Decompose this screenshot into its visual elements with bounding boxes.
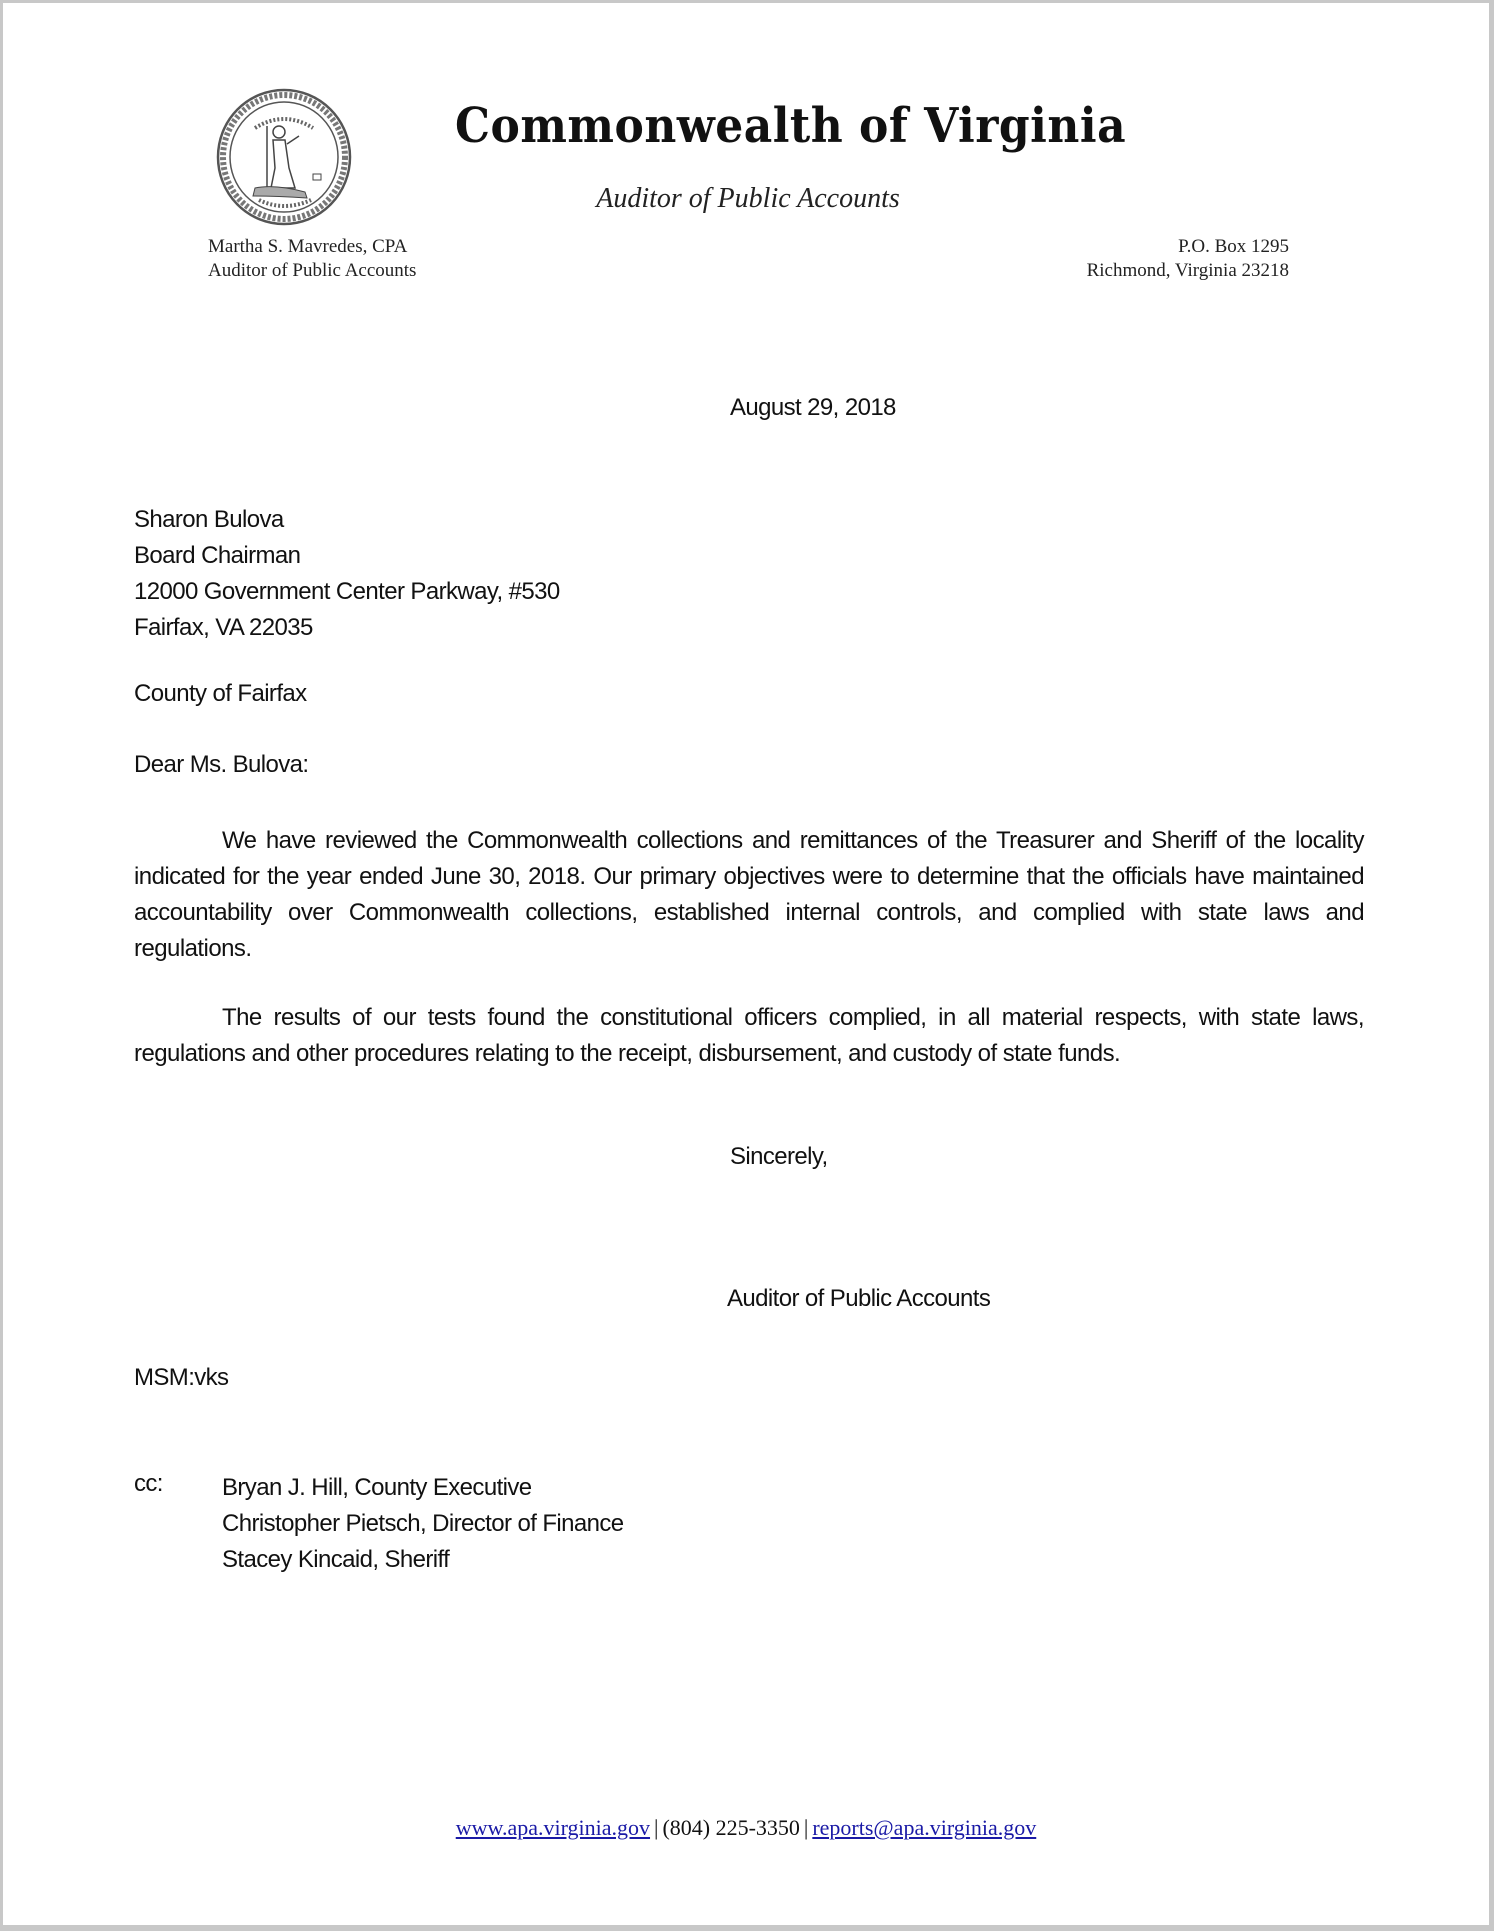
city-state-zip: Richmond, Virginia 23218 — [1086, 260, 1289, 281]
signer: Auditor of Public Accounts — [727, 1285, 991, 1312]
recipient-address — [134, 502, 560, 646]
auditor-title: Auditor of Public Accounts — [208, 260, 417, 281]
footer-separator: | — [654, 1815, 659, 1840]
recipient-title: Board Chairman — [134, 542, 301, 569]
body-paragraph: We have reviewed the Commonwealth collections and remittances of the Treasurer and Sheriff of the locality indicated for the year ended June 30, 2018. Our primary objectives were to determine that the officials have maintained accountability over Commonwealth collections, established internal controls, and complied with state laws and regulations. — [134, 827, 1364, 962]
letterhead-auditor-block — [208, 235, 416, 283]
cc-label: cc: — [134, 1470, 163, 1497]
letter-date: August 29, 2018 — [730, 394, 896, 421]
body-paragraph: The results of our tests found the constitutional officers complied, in all material respects, with state laws, regulations and other procedures relating to the receipt, disbursement, and custody of state funds. — [134, 1004, 1364, 1067]
phone-number: (804) 225-3350 — [662, 1815, 800, 1840]
recipient-street: 12000 Government Center Parkway, #530 — [134, 578, 560, 605]
virginia-state-seal-icon — [215, 88, 353, 226]
email-link[interactable]: reports@apa.virginia.gov — [812, 1815, 1037, 1840]
footer-separator: | — [803, 1815, 809, 1840]
cc-list — [222, 1470, 624, 1578]
website-link[interactable]: www.apa.virginia.gov — [455, 1815, 651, 1840]
cc-recipient: Stacey Kincaid, Sheriff — [222, 1546, 450, 1573]
reference-initials: MSM:vks — [134, 1364, 229, 1391]
letter-page — [3, 3, 1489, 1925]
salutation: Dear Ms. Bulova: — [134, 751, 309, 778]
county-line: County of Fairfax — [134, 680, 307, 707]
recipient-city: Fairfax, VA 22035 — [134, 614, 313, 641]
cc-recipient: Bryan J. Hill, County Executive — [222, 1474, 532, 1501]
auditor-name: Martha S. Mavredes, CPA — [208, 236, 408, 257]
recipient-name: Sharon Bulova — [134, 506, 284, 533]
cc-recipient: Christopher Pietsch, Director of Finance — [222, 1510, 624, 1537]
letterhead-title: Commonwealth of Virginia — [455, 98, 1127, 155]
po-box: P.O. Box 1295 — [1178, 236, 1289, 257]
closing: Sincerely, — [730, 1143, 828, 1170]
letterhead-address-block — [1043, 235, 1289, 283]
footer — [303, 1815, 1189, 1841]
letterhead-subtitle: Auditor of Public Accounts — [596, 183, 900, 214]
